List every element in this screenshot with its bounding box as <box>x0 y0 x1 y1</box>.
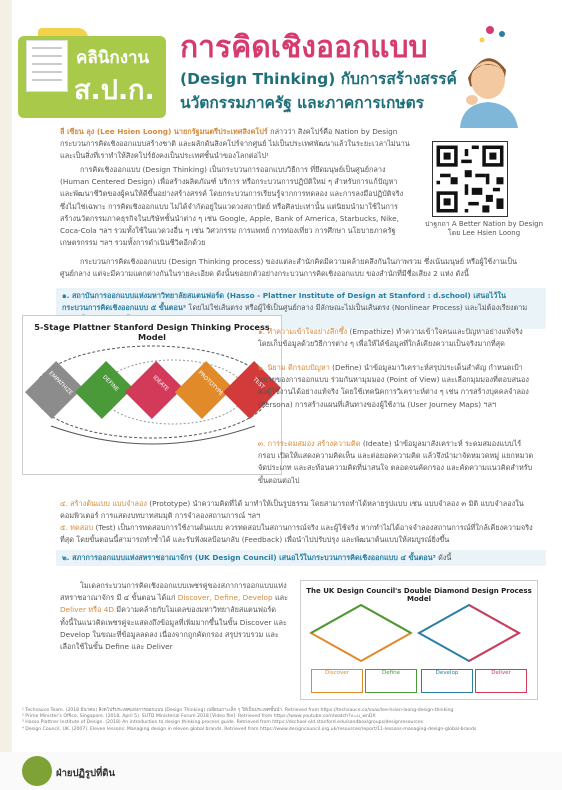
section-2-title: ๒. สภาการออกแบบแห่งสหราชอาณาจักร (UK Design Council) เสนอไว้ในกระบวนการคิดเชิงออกแบบ ๔ ขั้นตอน³ <box>62 553 436 562</box>
step-1-text: ๑. ทำความเข้าใจอย่างลึกซึ้ง (Empathize) ทำความเข้าใจคนและปัญหาอย่างแท้จริง โดยเก็บข้อมูลด้วยวิธีการต่าง ๆ เพื่อให้ได้ข้อมูลที่ใกล้เคียงความเป็นจริงมากที่สุด <box>258 327 523 349</box>
phase-develop: Develop <box>421 669 473 693</box>
stanford-design-thinking-diagram <box>22 315 282 475</box>
footnote: ¹ Techsauce Team. (2018 มีนาคม) สิงคโปร์ประเทศแห่งการออกแบบ (Design Thinking) เปลี่ยนเกาะเล็ก ๆ ให้เป็นประเทศชั้นนำ. Retrieved from https://techsauce.co/saas/lee-hsien-loong-design-thinking <box>22 708 454 713</box>
document-icon <box>26 40 68 92</box>
section-2-title-rest: ดังนี้ <box>435 553 452 562</box>
page-subtitle-line1: (Design Thinking) กับการสร้างสรรค์ <box>180 70 457 88</box>
footnote: ² Prime Minister's Office, Singapore. (2018, April 5). SUTD Ministerial Forum 2018 [Video file]. Retrieved from https://www.youtube.com/watch?v=u_wnDX <box>22 714 376 720</box>
step-define: DEFINE <box>75 361 133 419</box>
double-diamond-diagram <box>300 580 538 700</box>
footnote: ⁴ Design Council, UK. (2007). Eleven lessons: Managing design in eleven global brands. Retrieved from https://www.designcouncil.org.uk/resources/report/11-lessons-managing-design-global-brands <box>22 726 477 732</box>
diagram-1-title: 5-Stage Plattner Stanford Design Thinking Process Model <box>34 322 270 342</box>
clinic-label: คลินิกงาน <box>76 48 150 68</box>
qr-caption: ปาฐกถา A Better Nation by Design โดย Lee Hsien Loong <box>424 220 544 237</box>
step-ideate: IDEATE <box>125 361 183 419</box>
alro-label: ส.ป.ก. <box>74 75 155 106</box>
phase-deliver: Deliver <box>475 669 527 693</box>
phase-define: Define <box>365 669 417 693</box>
diagram-2-title: The UK Design Council's Double Diamond Design Process Model <box>306 587 532 603</box>
step-test: TEST <box>223 361 281 419</box>
qr-code[interactable] <box>432 141 508 217</box>
step-empathize: EMPATHIZE <box>25 361 83 419</box>
intro-paragraph-3: กระบวนการคิดเชิงออกแบบ (Design Thinking process) ของแต่ละสำนักคิดมีความคล้ายคลึงกันในภาพรวม ซึ่งเน้นมนุษย์ หรือผู้ใช้งานเป็นศูนย์กลาง แต่จะมีความแตกต่างกันในรายละเอียด ดังนั้นขอยกตัวอย่างกระบวนการคิดเชิงออกแบบ ของสำนักที่มีชื่อเสียง 2 แห่ง ดังนี้ <box>60 257 517 279</box>
section-1-title: ๑. สถาบันการออกแบบแห่งมหาวิทยาลัยสแตนฟอร์ด (Hasso - Plattner Institute of Design at Stanford : d.school) เสนอไว้ในกระบวนการคิดเชิงออกแบบ ๕ ขั้นตอน² <box>62 291 506 313</box>
section-2-body: โมเดลกระบวนการคิดเชิงออกแบบเพชรคู่ของสภาการออกแบบแห่งสหราชอาณาจักร มี ๔ ขั้นตอน ได้แก่ Discover, Define, Develop และ Deliver หรือ 4D มีความคล้ายกับโมเดลของมหาวิทยาลัยสแตนฟอร์ด ทั้งนี้ในแนวคิดเพชรคู่จะแสดงถึงข้อมูลที่เพิ่มมากขึ้นในขั้น Discover และ Develop ในขณะที่ข้อมูลลดลง เนื่องจากถูกคัดกรอง สรุปรวบรวม และเลือกใช้ในขั้น Define และ Deliver <box>60 581 289 652</box>
intro-paragraph-1 <box>60 126 412 163</box>
step-2-text: ๒. นิยาม ตีกรอบปัญหา (Define) นำข้อมูลมาวิเคราะห์สรุปประเด็นสำคัญ กำหนดเป้าหมายของการออกแบบ ร่วมกันหามุมมอง (Point of View) และเลือกมุมมองที่ตอบสนองต่อผู้ใช้งานได้อย่างแท้จริง โดยใช้เทคนิคการวิเคราะห์ต่าง ๆ เช่น การสร้างบุคคลจำลอง (Persona) การสร้างแผนที่เส้นทางของผู้ใช้งาน (User Journey Maps) ฯลฯ <box>258 363 529 409</box>
section-1-title-rest: โดยไม่ใช่เส้นตรง หรือผู้ใช้เป็นศูนย์กลาง มีลักษณะไม่เป็นเส้นตรง (Nonlinear Process) และไม่ต้องเรียงตาม <box>188 303 528 313</box>
phase-discover: Discover <box>311 669 363 693</box>
step-5-text: ๕. ทดสอบ (Test) เป็นการทดสอบการใช้งานต้นแบบ ควรทดสอบในสถานการณ์จริง และผู้ใช้จริง หากทำไม่ได้อาจจำลองสถานการณ์ที่ใกล้เคียงความจริงที่สุด โดยขั้นตอนนี้สามารถทำซ้ำได้ และรับฟังผลป้อนกลับ (Feedback) เพื่อนำไปปรับปรุง และพัฒนาต้นแบบให้สมบูรณ์ยิ่งขึ้น <box>60 523 533 545</box>
footnote: ³ Hasso Plattner Institute of Design. (2018) An introduction to design thinking process guide. Retrieved from https://dschool-old.stanford.edu/sandbox/groups/designresources <box>22 720 424 726</box>
footer-brand: ฝ่ายปฏิรูปที่ดิน <box>56 768 115 779</box>
step-4-text: ๔. สร้างต้นแบบ แบบจำลอง (Prototype) นำความคิดที่ได้ มาทำให้เป็นรูปธรรม โดยสามารถทำได้หลายรูปแบบ เช่น แบบจำลอง ๓ มิติ แบบจำลองในคอมพิวเตอร์ การแสดงบทบาทสมมุติ การจำลองสถานการณ์ ฯลฯ <box>60 499 524 521</box>
section-2-header <box>56 550 546 566</box>
intro-text: กล่าวว่า สิงคโปร์คือ Nation by Design กระบวนการคิดเชิงออกแบบสร้างชาติ และผลักดันสิงคโปร์จากศูนย์ ไม่เป็นประเทศพัฒนาแล้วในระยะเวลาไม่นาน และเป็นสิ่งที่เราทำให้สิงคโปร์ยังคงเป็นประเทศชั้นนำของโลกต่อไป¹ <box>60 127 410 161</box>
left-decor-strip <box>0 0 12 790</box>
footnotes <box>22 708 542 733</box>
alro-logo-icon <box>22 756 52 786</box>
intro-highlight: ลี เซียน ลุง (Lee Hsien Loong) นายกรัฐมนตรีประเทศสิงคโปร์ <box>60 127 268 136</box>
page-subtitle-line2: นวัตกรรมภาครัฐ และภาคการเกษตร <box>180 94 424 112</box>
step-3-text: ๓. การระดมสมอง สร้างความคิด (Ideate) นำข้อมูลมาสังเคราะห์ ระดมสมองแบบไร้กรอบ เปิดให้แสดงความคิดเห็น และต่อยอดความคิด แล้วจึงนำมาจัดหมวดหมู่ แยกหมวด จัดประเภท และสะท้อนความคิดที่น่าสนใจ ตลอดจนคัดกรอง และคัดความแนวคิดสำหรับขั้นตอนต่อไป <box>258 439 534 485</box>
intro-paragraph-2: การคิดเชิงออกแบบ (Design Thinking) เป็นกระบวนการออกแบบวิธีการ ที่ยึดมนุษย์เป็นศูนย์กลาง (Human Centered Design) เพื่อสร้างผลิตภัณฑ์ บริการ หรือกระบวนการปฏิบัติใหม่ ๆ สำหรับการแก้ปัญหา และพัฒนาชีวิตของผู้คนให้ดีขึ้นอย่างสร้างสรรค์ โดยกระบวนการเรียนรู้จากการทดลอง และการลงมือปฏิบัติจริง ซึ่งไม่ใช่เฉพาะ การคิดเชิงออกแบบ ไม่ได้จำกัดอยู่ในแวดวงสถาปัตย์ หรือศิลปะเท่านั้น แต่นิยมนำมาใช้ในการสร้างนวัตกรรมภาคธุรกิจในบริษัทชั้นนำต่าง ๆ เช่น Google, Apple, Bank of America, Starbucks, Nike, Coca-Cola ฯลฯ รวมทั้งใช้ในแวดวงอื่น ๆ เช่น วิศวกรรม การแพทย์ การท่องเที่ยว การศึกษา นโยบายภาครัฐ เกษตรกรรม ฯลฯ รวมทั้งการดำเนินชีวิตอีกด้วย <box>60 165 404 248</box>
thinking-person-illustration <box>438 18 534 128</box>
step-prototype: PROTOTYPE <box>175 361 233 419</box>
page-title: การคิดเชิงออกแบบ <box>180 30 428 65</box>
